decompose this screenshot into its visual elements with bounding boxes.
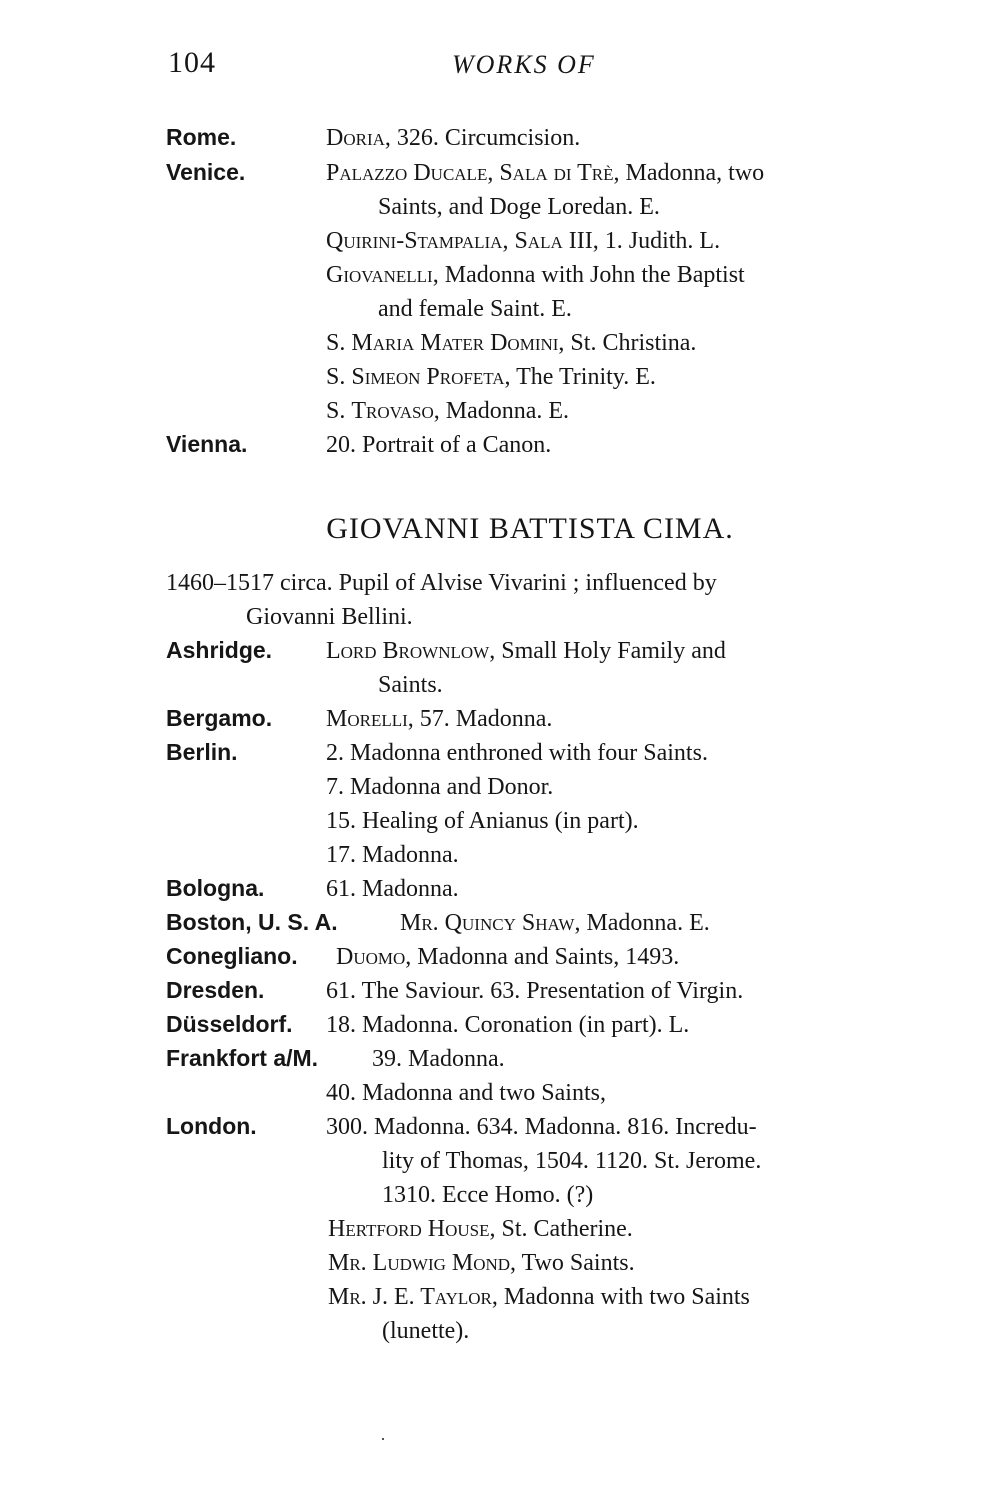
city-name: Rome.: [166, 124, 237, 150]
entry-line: Quirini-Stampalia, Sala III, 1. Judith. L.: [326, 228, 721, 254]
entry-line: Morelli, 57. Madonna.: [326, 706, 553, 732]
entry-line: 39. Madonna.: [372, 1046, 505, 1072]
entry-line: Mr. J. E. Taylor, Madonna with two Saints: [328, 1284, 750, 1310]
entry-line: Saints, and Doge Loredan. E.: [378, 194, 660, 220]
city-name: Frankfort a/M.: [166, 1045, 319, 1071]
entry-line: Mr. Ludwig Mond, Two Saints.: [328, 1250, 635, 1276]
city-name: Bologna.: [166, 875, 265, 901]
entry-line: 2. Madonna enthroned with four Saints.: [326, 740, 708, 766]
city-name: Dresden.: [166, 977, 265, 1003]
entry-line: 61. The Saviour. 63. Presentation of Virgin.: [326, 978, 744, 1004]
city-name: London.: [166, 1113, 257, 1139]
running-title: WORKS OF: [452, 50, 596, 79]
entry-line: (lunette).: [382, 1318, 470, 1344]
city-name: Vienna.: [166, 431, 248, 457]
entry-line: Hertford House, St. Catherine.: [328, 1216, 633, 1242]
city-name: Berlin.: [166, 739, 238, 765]
entry-line: Saints.: [378, 672, 443, 698]
entry-line: 18. Madonna. Coronation (in part). L.: [326, 1012, 690, 1038]
artist-heading: GIOVANNI BATTISTA CIMA.: [326, 512, 734, 545]
entry-line: Mr. Quincy Shaw, Madonna. E.: [400, 910, 710, 936]
entry-line: S. Maria Mater Domini, St. Christina.: [326, 330, 697, 356]
city-name: Boston, U. S. A.: [166, 909, 338, 935]
entry-line: 15. Healing of Anianus (in part).: [326, 808, 639, 834]
entry-line: S. Simeon Profeta, The Trinity. E.: [326, 364, 656, 390]
entry-line: 20. Portrait of a Canon.: [326, 432, 552, 458]
entry-line: S. Trovaso, Madonna. E.: [326, 398, 570, 424]
entry-line: 300. Madonna. 634. Madonna. 816. Incredu-: [326, 1114, 757, 1140]
city-name: Venice.: [166, 159, 246, 185]
artist-bio: 1460–1517 circa. Pupil of Alvise Vivarini ; influenced by: [166, 570, 717, 596]
entry-line: 40. Madonna and two Saints,: [326, 1080, 606, 1106]
entry-line: 1310. Ecce Homo. (?): [382, 1182, 594, 1208]
entry-line: Palazzo Ducale, Sala di Trè, Madonna, two: [326, 160, 765, 186]
city-name: Düsseldorf.: [166, 1011, 293, 1037]
entry-line: and female Saint. E.: [378, 296, 572, 322]
entry-line: Lord Brownlow, Small Holy Family and: [326, 638, 726, 664]
city-name: Ashridge.: [166, 637, 273, 663]
artist-bio: Giovanni Bellini.: [246, 604, 413, 630]
print-speck: [382, 1438, 384, 1440]
city-name: Conegliano.: [166, 943, 298, 969]
entry-line: Giovanelli, Madonna with John the Baptist: [326, 262, 745, 288]
entry-line: 7. Madonna and Donor.: [326, 774, 554, 800]
entry-line: 61. Madonna.: [326, 876, 459, 902]
entry-line: 17. Madonna.: [326, 842, 459, 868]
entry-line: Duomo, Madonna and Saints, 1493.: [336, 944, 680, 970]
entry-line: lity of Thomas, 1504. 1120. St. Jerome.: [382, 1148, 762, 1174]
page-number: 104: [168, 46, 216, 79]
entry-line: Doria, 326. Circumcision.: [326, 125, 581, 151]
city-name: Bergamo.: [166, 705, 273, 731]
